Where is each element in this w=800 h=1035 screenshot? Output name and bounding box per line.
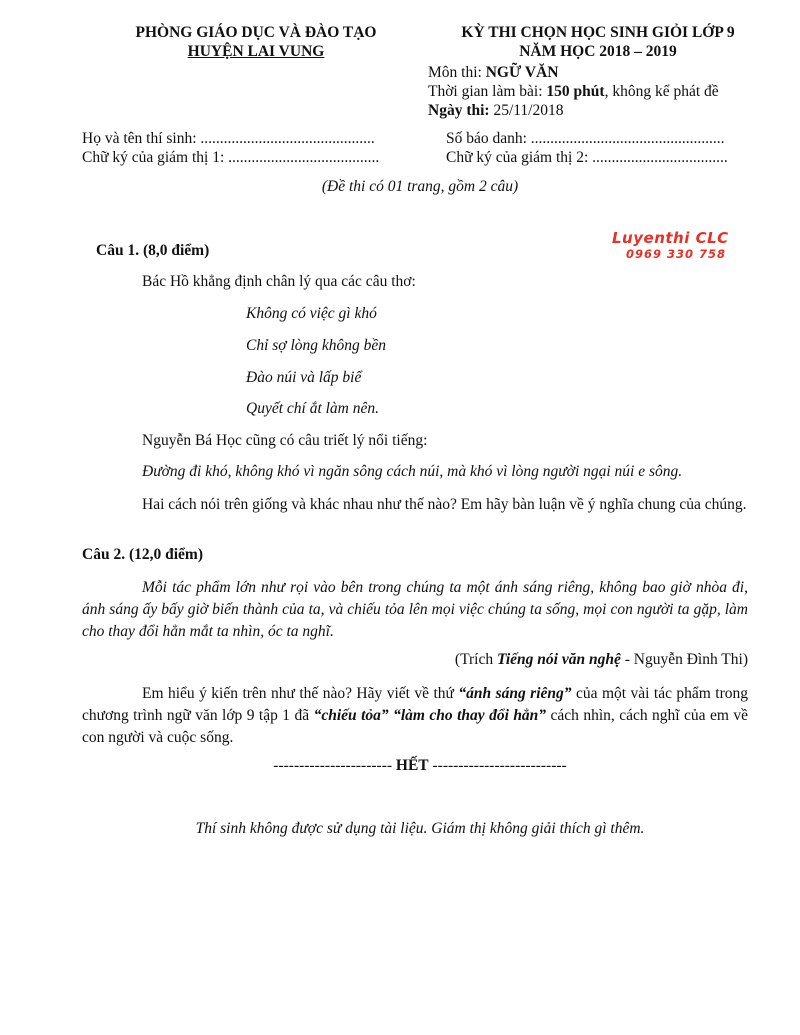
subject-line (428, 64, 558, 82)
date-value: 25/11/2018 (493, 102, 564, 119)
source-prefix: (Trích (454, 651, 497, 668)
source-title: Tiếng nói văn nghệ (496, 651, 621, 668)
end-word: HẾT (395, 757, 429, 774)
subject-value: NGỮ VĂN (485, 64, 559, 81)
poem-line: Chỉ sợ lòng không bền (246, 337, 387, 354)
footer-note: Thí sinh không được sử dụng tài liệu. Giám thị không giải thích gì thêm. (195, 820, 645, 837)
end-dashes-left: ----------------------- (273, 757, 393, 774)
poem-line: Quyết chí ắt làm nên. (246, 400, 380, 417)
supervisor2-signature: Chữ ký của giám thị 2: ................................... (446, 149, 728, 166)
q1-intro2: Nguyễn Bá Học cũng có câu triết lý nổi tiếng: (142, 432, 428, 449)
q2-quote: Mỗi tác phẩm lớn như rọi vào bên trong chúng ta một ánh sáng riêng, không bao giờ nhòa đi, ánh sáng ấy bấy giờ biến thành của ta, và chiếu tỏa lên mọi việc chúng ta sống, mọi con người ta gặp, làm cho thay đổi hẳn mắt ta nhìn, óc ta nghĩ. (82, 579, 748, 640)
q2-source (455, 651, 748, 669)
time-suffix: , không kể phát đề (604, 83, 719, 100)
poem-line: Không có việc gì khó (246, 305, 377, 322)
date-line (428, 102, 564, 120)
source-suffix: - Nguyễn Đình Thi) (620, 651, 748, 668)
district-name: HUYỆN LAI VUNG (187, 43, 325, 60)
end-dashes-right: -------------------------- (432, 757, 567, 774)
date-label: Ngày thi: (428, 102, 494, 119)
exam-note: (Đề thi có 01 trang, gồm 2 câu) (321, 178, 519, 195)
watermark-title: Luyenthi CLC (612, 229, 729, 247)
time-line (428, 83, 719, 101)
subject-label: Môn thi: (428, 64, 486, 81)
q1-quote: Đường đi khó, không khó vì ngăn sông cách núi, mà khó vì lòng người ngại núi e sông. (142, 463, 683, 480)
watermark-phone: 0969 330 758 (626, 247, 727, 261)
q1-intro: Bác Hồ khẳng định chân lý qua các câu thơ: (142, 273, 416, 290)
candidate-id-field: Số báo danh: .................................................. (446, 130, 725, 147)
time-value: 150 phút (546, 83, 605, 100)
q2-task (82, 683, 748, 749)
q2-task-part3: cách nhìn, cách nghĩ của em về con người và cuộc sống. (82, 707, 748, 746)
q1-task: Hai cách nói trên giống và khác nhau như thế nào? Em hãy bàn luận về ý nghĩa chung của chúng. (142, 496, 747, 513)
q2-task-emphasis2: “chiếu tỏa” “làm cho thay đổi hẳn” (313, 707, 547, 724)
q2-heading: Câu 2. (12,0 điểm) (82, 546, 203, 563)
q2-task-part1: Em hiểu ý kiến trên như thế nào? Hãy viết về thứ (142, 685, 459, 702)
q2-task-part2: của một vài tác phẩm trong chương trình ngữ văn lớp 9 tập 1 đã (82, 685, 749, 724)
time-label: Thời gian làm bài: (428, 83, 547, 100)
department-name: PHÒNG GIÁO DỤC VÀ ĐÀO TẠO (135, 24, 377, 41)
supervisor1-signature: Chữ ký của giám thị 1: ....................................... (82, 149, 380, 166)
exam-title: KỲ THI CHỌN HỌC SINH GIỎI LỚP 9 (461, 24, 735, 41)
end-marker (0, 757, 800, 775)
school-year: NĂM HỌC 2018 – 2019 (519, 43, 677, 60)
q2-task-emphasis1: “ánh sáng riêng” (458, 685, 572, 702)
poem-line: Đào núi và lấp biể (246, 369, 362, 386)
q1-heading: Câu 1. (8,0 điểm) (96, 242, 210, 259)
candidate-name-field: Họ và tên thí sinh: ............................................. (82, 130, 375, 147)
